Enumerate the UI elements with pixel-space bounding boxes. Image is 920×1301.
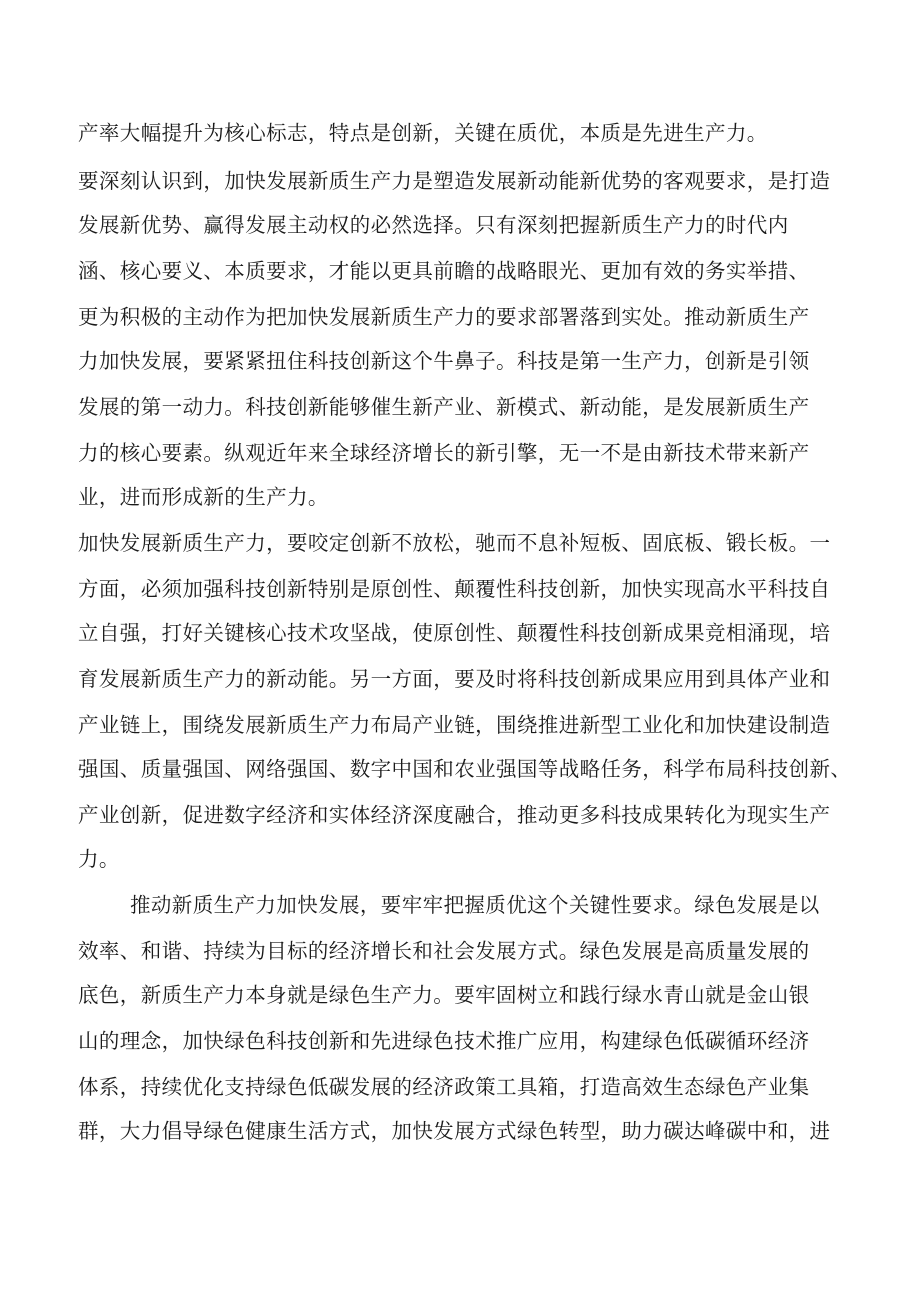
text-line: 底色，新质生产力本身就是绿色生产力。要牢固树立和践行绿水青山就是金山银	[78, 983, 810, 1007]
text-line: 力的核心要素。纵观近年来全球经济增长的新引擎，无一不是由新技术带来新产	[78, 441, 810, 465]
text-line: 要深刻认识到，加快发展新质生产力是塑造发展新动能新优势的客观要求，是打造	[78, 169, 831, 193]
text-line: 立自强，打好关键核心技术攻坚战，使原创性、颠覆性科技创新成果竞相涌现，培	[78, 621, 831, 645]
text-line: 产率大幅提升为核心标志，特点是创新，关键在质优，本质是先进生产力。	[78, 121, 768, 145]
text-line: 更为积极的主动作为把加快发展新质生产力的要求部署落到实处。推动新质生产	[78, 305, 810, 329]
text-line: 产业创新，促进数字经济和实体经济深度融合，推动更多科技成果转化为现实生产	[78, 803, 831, 827]
text-line: 山的理念，加快绿色科技创新和先进绿色技术推广应用，构建绿色低碳循环经济	[78, 1029, 810, 1053]
text-line: 强国、质量强国、网络强国、数字中国和农业强国等战略任务，科学布局科技创新、	[78, 757, 852, 781]
text-line: 发展新优势、赢得发展主动权的必然选择。只有深刻把握新质生产力的时代内	[78, 213, 789, 237]
text-line: 力。	[78, 847, 120, 871]
text-line: 发展的第一动力。科技创新能够催生新产业、新模式、新动能，是发展新质生产	[78, 395, 810, 419]
text-line: 体系，持续优化支持绿色低碳发展的经济政策工具箱，打造高效生态绿色产业集	[78, 1075, 810, 1099]
text-line: 加快发展新质生产力，要咬定创新不放松，驰而不息补短板、固底板、锻长板。一	[78, 531, 831, 555]
text-line: 效率、和谐、持续为目标的经济增长和社会发展方式。绿色发展是高质量发展的	[78, 939, 810, 963]
text-line: 群，大力倡导绿色健康生活方式，加快发展方式绿色转型，助力碳达峰碳中和，进	[78, 1119, 831, 1143]
text-line: 产业链上，围绕发展新质生产力布局产业链，围绕推进新型工业化和加快建设制造	[78, 713, 831, 737]
text-line: 力加快发展，要紧紧扭住科技创新这个牛鼻子。科技是第一生产力，创新是引领	[78, 349, 810, 373]
text-line: 方面，必须加强科技创新特别是原创性、颠覆性科技创新，加快实现高水平科技自	[78, 577, 831, 601]
text-line: 涵、核心要义、本质要求，才能以更具前瞻的战略眼光、更加有效的务实举措、	[78, 259, 810, 283]
text-line: 育发展新质生产力的新动能。另一方面，要及时将科技创新成果应用到具体产业和	[78, 667, 831, 691]
text-line: 业，进而形成新的生产力。	[78, 485, 329, 509]
text-line: 推动新质生产力加快发展，要牢牢把握质优这个关键性要求。绿色发展是以	[130, 893, 820, 917]
